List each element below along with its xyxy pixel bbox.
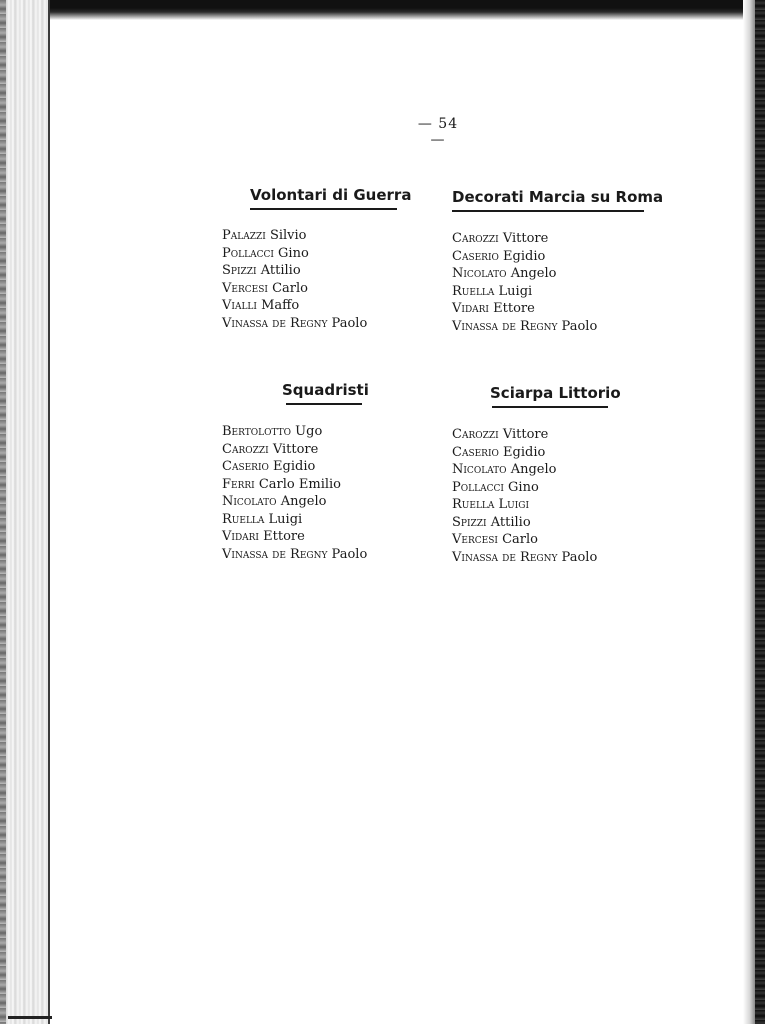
given-name: Gino [508,479,539,495]
section-title: Volontari di Guerra [250,186,412,204]
given-name: Angelo [510,266,557,281]
name-list [452,426,622,566]
name-entry [452,248,648,266]
given-name: Ettore [263,529,305,544]
given-name: Vittore [272,441,319,457]
name-list [222,227,397,332]
surname: Vidari [452,301,489,316]
scan-right-edge [743,0,765,1024]
section-title: Squadristi [282,381,369,399]
name-entry [222,476,397,494]
name-entry [222,297,397,315]
title-underline [452,210,644,212]
name-entry [452,444,622,462]
given-name: Paolo [561,549,598,565]
name-entry [452,265,648,283]
name-entry [222,441,397,459]
surname: Palazzi [222,228,266,243]
name-list [222,423,397,563]
given-name: Silvio [269,228,307,243]
given-name: Carlo [502,532,538,547]
section-title: Decorati Marcia su Roma [452,188,664,206]
given-name: Carlo Emilio [258,476,341,492]
name-entry [222,245,397,263]
given-name: Egidio [503,248,546,264]
given-name: Paolo [331,315,368,331]
name-entry [222,280,397,298]
given-name: Angelo [280,494,327,509]
surname: Ferri [222,476,255,492]
scan-top-edge [0,0,765,20]
surname: Caserio [222,459,269,474]
name-entry [452,514,622,532]
name-entry [222,423,397,441]
name-entry [452,531,622,549]
name-entry [222,227,397,245]
surname: Pollacci [222,245,274,261]
surname: Spizzi [452,514,487,530]
title-underline [286,403,362,405]
given-name: Carlo [272,280,308,296]
section-sciarpa-littorio [452,384,622,566]
surname: Vinassa de Regny [222,546,328,562]
given-name: Egidio [503,444,546,460]
given-name: Gino [278,245,309,261]
surname: Vidari [222,529,259,544]
given-name: Attilio [260,263,301,278]
surname: Caserio [452,248,499,264]
surname: Carozzi [222,441,269,457]
name-entry [452,496,622,514]
surname: Vinassa de Regny [222,315,328,331]
name-entry [222,546,397,564]
given-name: Vittore [502,427,549,442]
name-entry [452,300,648,318]
section-title: Sciarpa Littorio [490,384,621,402]
surname: Bertolotto [222,424,292,439]
name-entry [222,315,397,333]
scan-binding-edge [0,0,50,1024]
name-entry [452,283,648,301]
given-name: Paolo [331,546,368,562]
surname: Carozzi [452,427,499,442]
surname: Vinassa de Regny [452,318,558,334]
name-entry [452,230,648,248]
surname: Carozzi [452,231,499,246]
given-name: Egidio [273,459,316,474]
given-name: Ettore [493,301,535,316]
name-entry [222,458,397,476]
given-name: Angelo [510,462,557,477]
name-entry [452,479,622,497]
given-name: Attilio [490,514,531,530]
surname: Caserio [452,444,499,460]
name-entry [222,528,397,546]
title-underline [250,208,397,210]
surname: Vercesi [222,280,268,296]
page-number: — 54 — [417,116,459,148]
surname: Ruella Luigi [452,497,530,512]
surname: Nicolato [222,494,277,509]
scan-bottom-mark [8,1016,52,1019]
surname: Nicolato [452,266,507,281]
surname: Vercesi [452,532,498,547]
surname: Vinassa de Regny [452,549,558,565]
name-entry [452,318,648,336]
name-entry [452,426,622,444]
surname: Ruella [452,283,495,299]
given-name: Luigi [498,283,533,299]
surname: Ruella [222,511,265,527]
name-entry [222,493,397,511]
surname: Pollacci [452,479,504,495]
given-name: Maffo [261,298,300,313]
surname: Nicolato [452,462,507,477]
given-name: Luigi [268,511,303,527]
given-name: Vittore [502,231,549,246]
surname: Spizzi [222,263,257,278]
name-entry [222,262,397,280]
surname: Vialli [222,298,257,313]
name-entry [452,461,622,479]
section-volontari-di-guerra [222,186,412,332]
name-entry [222,511,397,529]
given-name: Paolo [561,318,598,334]
name-list [452,230,648,335]
name-entry [452,549,622,567]
given-name: Ugo [295,424,323,439]
section-squadristi [222,381,397,563]
title-underline [492,406,608,408]
section-decorati-marcia-su-roma [452,188,664,335]
